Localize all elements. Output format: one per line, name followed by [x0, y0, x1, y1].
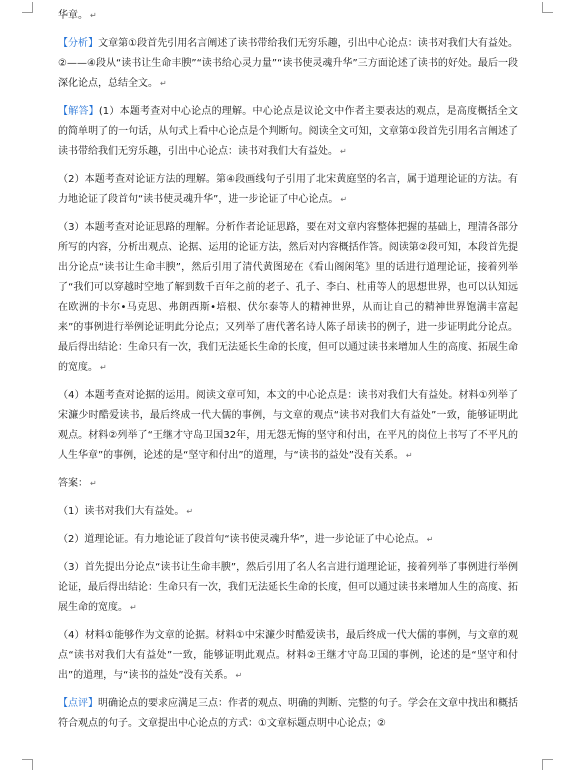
solution-paragraph-2 — [58, 170, 518, 210]
page-corner-mark — [542, 759, 553, 770]
page-corner-mark — [22, 2, 33, 13]
analysis-text: 文章第①段首先引用名言阐述了读书带给我们无穷乐趣，引出中心论点：读书对我们大有益处。②——④段从“读书让生命丰腴”“读书给心灵力量”“读书使灵魂升华”三方面论述了读书的好处。最后一段深化论点，总结全文。 — [58, 38, 518, 89]
analysis-paragraph — [58, 34, 518, 94]
paragraph-mark-icon: ↵ — [235, 671, 243, 680]
paragraph-top — [58, 6, 518, 26]
answer-text-3: （3）首先提出分论点“读书让生命丰腴”，然后引用了名人名言进行道理论证，接着列举了事例进行举例论证，最后得出结论：生命只有一次，我们无法延长生命的长度，但可以通过读书来增加人生的高度、拓展生命的宽度。 — [58, 562, 518, 613]
answer-paragraph-4 — [58, 626, 518, 686]
answer-heading — [58, 474, 518, 494]
paragraph-mark-icon: ↵ — [405, 451, 413, 460]
document-page — [58, 6, 518, 734]
answer-text-4: （4）材料①能够作为文章的论据。材料①中宋濂少时酷爱读书，最后终成一代大儒的事例，与文章的观点“读书对我们大有益处”一致，能够证明此观点。材料②王继才守岛卫国的事例，论述的是“坚守和付出”的道理，与“读书的益处”没有关系。 — [58, 630, 518, 681]
paragraph-mark-icon: ↵ — [426, 535, 434, 544]
paragraph-mark-icon: ↵ — [130, 603, 137, 612]
comment-text: 明确论点的要求应满足三点：作者的观点、明确的判断、完整的句子。学会在文章中找出和概括符合观点的句子。文章提出中心论点的方式：①文章标题点明中心论点；② — [58, 698, 518, 729]
solution-text-4: （4）本题考查对论据的运用。阅读文章可知，本文的中心论点是：读书对我们大有益处。材料①列举了宋濂少时酷爱读书，最后终成一代大儒的事例，与文章的观点“读书对我们大有益处”一致，能够证明此观点。材料②列举了“王继才守岛卫国32年，用无怨无悔的坚守和付出，在平凡的岗位上书写了不平凡的人生华章”的事例，论述的是“坚守和付出”的道理，与“读书的益处”没有关系。 — [58, 390, 518, 461]
paragraph-mark-icon: ↵ — [100, 363, 107, 372]
solution-text-1: (1）本题考查对中心论点的理解。中心论点是议论文中作者主要表达的观点，是高度概括全文的简单明了的一句话，从句式上看中心论点是个判断句。阅读全文可知，文章第①段首先引用名言阐述了读书带给我们无穷乐趣，引出中心论点：读书对我们大有益处。 — [58, 106, 519, 157]
solution-tag: 【解答】 — [58, 106, 99, 117]
paragraph-mark-icon: ↵ — [90, 11, 97, 20]
page-corner-mark — [22, 759, 33, 770]
answer-paragraph-1 — [58, 502, 518, 522]
text: 华章。 — [58, 10, 88, 21]
paragraph-mark-icon: ↵ — [340, 147, 347, 156]
page-corner-mark — [542, 2, 553, 13]
solution-paragraph-4 — [58, 386, 518, 466]
answer-text-2: （2）道理论证。有力地论证了段首句“读书使灵魂升华”，进一步论证了中心论点。 — [58, 534, 425, 545]
solution-text-2: （2）本题考查对论证方法的理解。第④段画线句子引用了北宋黄庭坚的名言，属于道理论证的方法。有力地论证了段首句“读书使灵魂升华”，进一步论证了中心论点。 — [58, 174, 518, 205]
answer-paragraph-3 — [58, 558, 518, 618]
solution-paragraph-3 — [58, 218, 518, 378]
answer-paragraph-2 — [58, 530, 518, 550]
analysis-tag: 【分析】 — [58, 38, 99, 49]
solution-text-3: （3）本题考查对论证思路的理解。分析作者论证思路，要在对文章内容整体把握的基础上，理清各部分所写的内容，分析出观点、论据、运用的论证方法，然后对内容概括作答。阅读第②段可知，本段首先提出分论点“读书让生命丰腴”，然后引用了清代黄图珌在《看山阁闲笔》里的话进行道理论证，接着列举了“我们可以穿越时空地了解到数千百年之前的老子、孔子、李白、杜甫等人的思想世界，也可以认知远在欧洲的卡尔•马克思、弗朗西斯•培根、伏尔泰等人的精神世界，从而让自己的精神世界饱满丰富起来”的事例进行举例论证明此分论点；又列举了唐代著名诗人陈子昂读书的例子，进一步证明此分论点。最后得出结论：生命只有一次，我们无法延长生命的长度，但可以通过读书来增加人生的高度、拓展生命的宽度。 — [58, 222, 518, 373]
comment-paragraph — [58, 694, 518, 734]
paragraph-mark-icon: ↵ — [340, 195, 348, 204]
answer-heading-text: 答案： — [58, 478, 88, 489]
paragraph-mark-icon: ↵ — [186, 507, 194, 516]
paragraph-mark-icon: ↵ — [90, 479, 97, 488]
paragraph-mark-icon: ↵ — [160, 79, 167, 88]
comment-tag: 【点评】 — [58, 698, 98, 709]
solution-paragraph-1 — [58, 102, 518, 162]
answer-text-1: （1）读书对我们大有益处。 — [58, 506, 185, 517]
